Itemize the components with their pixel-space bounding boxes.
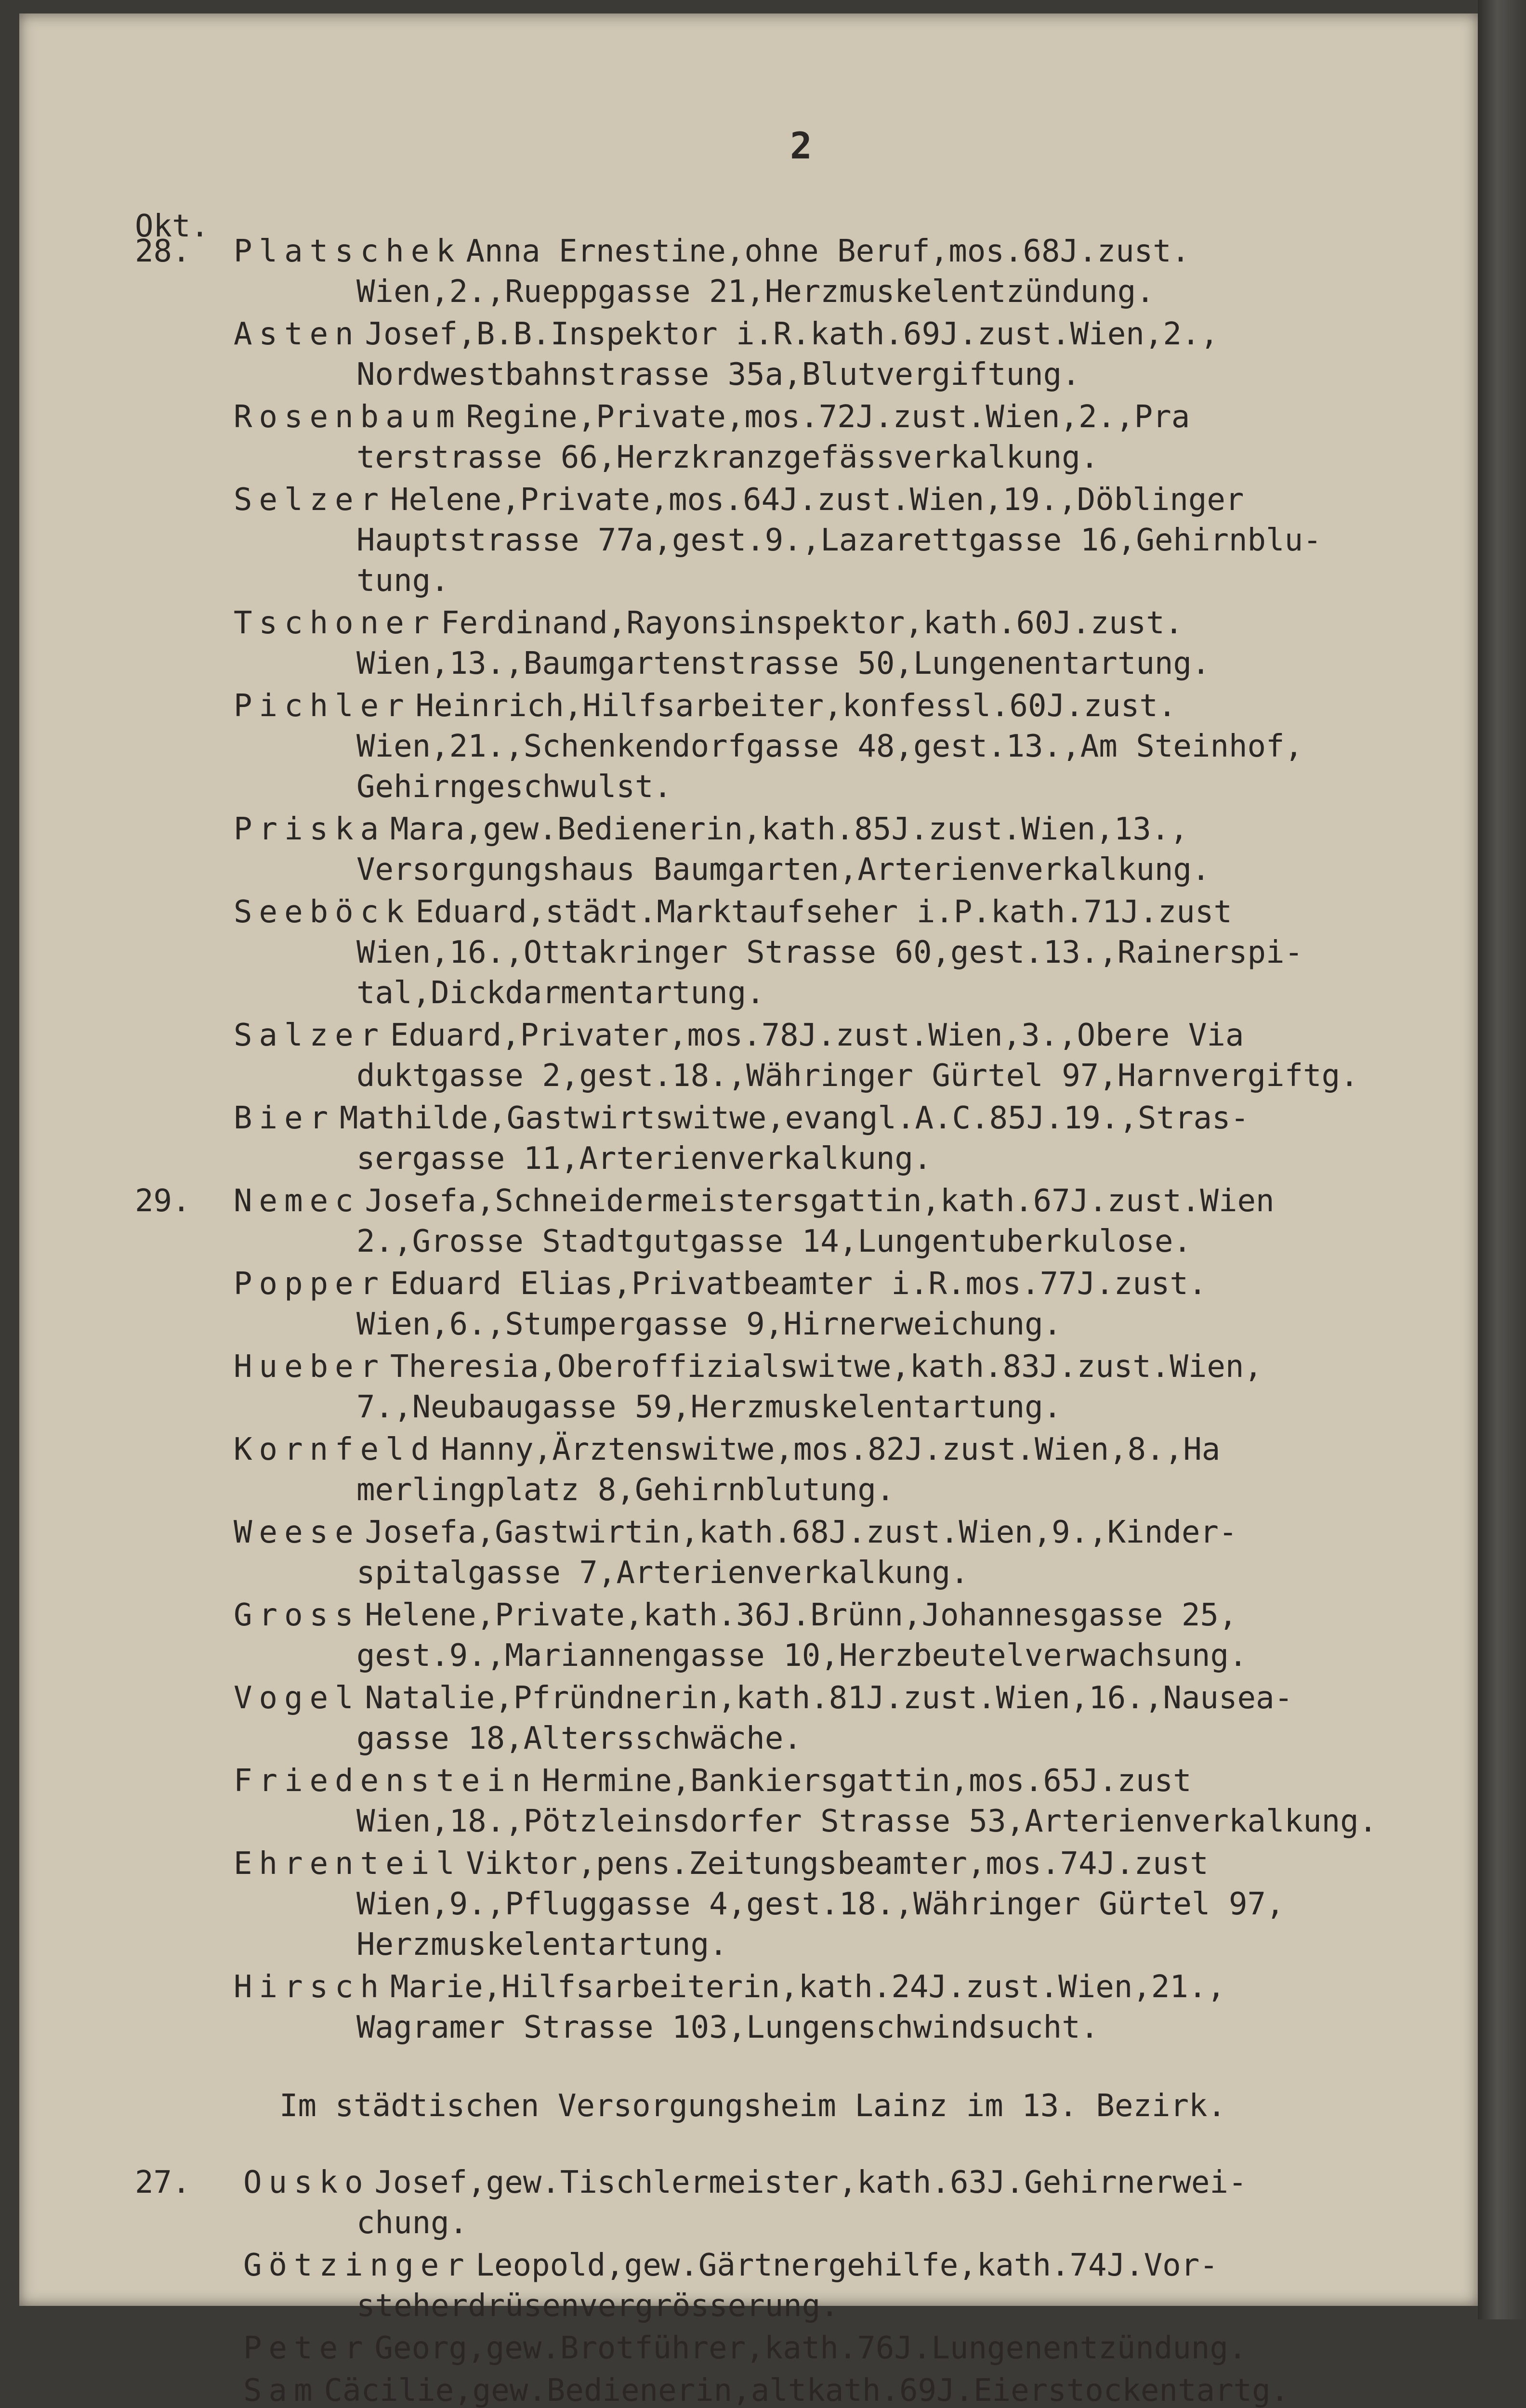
entry-surname: Ousko — [243, 2165, 370, 2200]
entry-line-1: Eduard,Privater,mos.78J.zust.Wien,3.,Obere Via — [390, 1018, 1244, 1053]
page-text — [19, 13, 1478, 2408]
entry-surname: Rosenbaum — [234, 399, 461, 435]
entry-line-2: gest.9.,Mariannengasse 10,Herzbeutelverwachsung. — [356, 1638, 1248, 1674]
entry-line-2: gasse 18,Altersschwäche. — [356, 1721, 802, 1756]
entry-line-1: Marie,Hilfsarbeiterin,kath.24J.zust.Wien,21., — [390, 1969, 1225, 2005]
entry-line-1: Josef,gew.Tischlermeister,kath.63J.Gehirnerwei- — [374, 2165, 1247, 2200]
entry-surname: Hueber — [234, 1349, 386, 1385]
entry-line-1: Ferdinand,Rayonsinspektor,kath.60J.zust. — [441, 605, 1184, 641]
entry-line-1: Eduard,städt.Marktaufseher i.P.kath.71J.zust — [415, 894, 1232, 930]
entry-surname: Peter — [243, 2330, 370, 2366]
entry-surname: Weese — [234, 1515, 360, 1550]
entry-line-2: Wien,21.,Schenkendorfgasse 48,gest.13.,Am Steinhof, — [356, 729, 1303, 764]
entry-surname: Pichler — [234, 688, 411, 724]
entry-line-3: Herzmuskelentartung. — [356, 1927, 728, 1963]
entry-line-1: Mathilde,Gastwirtswitwe,evangl.A.C.85J.19.,Stras- — [340, 1100, 1250, 1136]
entry-line-3: tal,Dickdarmentartung. — [356, 975, 765, 1011]
entry-line-2: 2.,Grosse Stadtgutgasse 14,Lungentuberkulose. — [356, 1224, 1192, 1259]
entry-line-2: Wien,18.,Pötzleinsdorfer Strasse 53,Arterienverkalkung. — [356, 1804, 1378, 1839]
entry-surname: Götzinger — [243, 2248, 471, 2283]
entry-line-1: Josefa,Gastwirtin,kath.68J.zust.Wien,9.,Kinder- — [365, 1515, 1237, 1550]
entry-date: 29. — [135, 1183, 191, 1219]
page-edge — [1478, 0, 1526, 2319]
entry-line-1: Cäcilie,gew.Bedienerin,altkath.69J.Eierstockentartg. — [324, 2373, 1289, 2408]
entry-line-1: Helene,Private,kath.36J.Brünn,Johannesgasse 25, — [365, 1597, 1237, 1633]
entry-line-1: Helene,Private,mos.64J.zust.Wien,19.,Döblinger — [390, 482, 1244, 518]
entry-line-3: tung. — [356, 563, 449, 599]
entry-date: 28. — [135, 234, 191, 269]
entry-surname: Vogel — [234, 1680, 360, 1716]
entry-line-2: terstrasse 66,Herzkranzgefässverkalkung. — [356, 440, 1099, 475]
entry-surname: Platschek — [234, 234, 461, 269]
entry-line-2: spitalgasse 7,Arterienverkalkung. — [356, 1555, 969, 1591]
entry-surname: Friedenstein — [234, 1763, 538, 1799]
section-heading: Im städtischen Versorgungsheim Lainz im 13. Bezirk. — [279, 2088, 1226, 2124]
entry-line-3: Gehirngeschwulst. — [356, 769, 672, 805]
entry-line-2: Hauptstrasse 77a,gest.9.,Lazarettgasse 16,Gehirnblu- — [356, 523, 1322, 558]
entry-line-1: Natalie,Pfründnerin,kath.81J.zust.Wien,16.,Nausea- — [365, 1680, 1293, 1716]
entry-surname: Asten — [234, 316, 360, 352]
entry-line-1: Hanny,Ärztenswitwe,mos.82J.zust.Wien,8.,Ha — [441, 1432, 1221, 1467]
entry-surname: Sam — [243, 2373, 319, 2408]
entry-line-1: Viktor,pens.Zeitungsbeamter,mos.74J.zust — [466, 1846, 1209, 1882]
entry-line-2: Wien,16.,Ottakringer Strasse 60,gest.13.,Rainerspi- — [356, 935, 1303, 970]
entry-surname: Priska — [234, 811, 386, 847]
entry-line-1: Leopold,gew.Gärtnergehilfe,kath.74J.Vor- — [475, 2248, 1218, 2283]
entry-line-1: Hermine,Bankiersgattin,mos.65J.zust — [542, 1763, 1192, 1799]
entry-line-2: Wien,6.,Stumpergasse 9,Hirnerweichung. — [356, 1307, 1062, 1342]
entry-surname: Bier — [234, 1100, 335, 1136]
entry-surname: Seeböck — [234, 894, 411, 930]
entry-surname: Popper — [234, 1266, 386, 1302]
entry-line-2: sergasse 11,Arterienverkalkung. — [356, 1141, 932, 1177]
entry-line-1: Regine,Private,mos.72J.zust.Wien,2.,Pra — [466, 399, 1190, 435]
month-label: Okt. — [135, 209, 210, 244]
entry-line-2: Wagramer Strasse 103,Lungenschwindsucht. — [356, 2010, 1099, 2045]
entry-surname: Nemec — [234, 1183, 360, 1219]
entry-line-2: merlingplatz 8,Gehirnblutung. — [356, 1472, 895, 1508]
entry-surname: Salzer — [234, 1018, 386, 1053]
entry-line-1: Mara,gew.Bedienerin,kath.85J.zust.Wien,13., — [390, 811, 1188, 847]
entry-line-2: Wien,2.,Rueppgasse 21,Herzmuskelentzündung. — [356, 274, 1155, 310]
document-page — [19, 13, 1478, 2408]
entry-line-1: Theresia,Oberoffizialswitwe,kath.83J.zust.Wien, — [390, 1349, 1263, 1385]
entry-line-2: Wien,13.,Baumgartenstrasse 50,Lungenentartung. — [356, 646, 1210, 681]
entry-surname: Ehrenteil — [234, 1846, 461, 1882]
entry-surname: Selzer — [234, 482, 386, 518]
entry-line-1: Anna Ernestine,ohne Beruf,mos.68J.zust. — [466, 234, 1190, 269]
entry-line-1: Georg,gew.Brotführer,kath.76J.Lungenentzündung. — [374, 2330, 1247, 2366]
entry-line-2: chung. — [356, 2205, 468, 2241]
entry-date: 27. — [135, 2165, 191, 2200]
entry-line-2: Wien,9.,Pfluggasse 4,gest.18.,Währinger Gürtel 97, — [356, 1886, 1285, 1922]
entry-line-2: duktgasse 2,gest.18.,Währinger Gürtel 97,Harnvergiftg. — [356, 1058, 1359, 1094]
page-number: 2 — [790, 124, 812, 167]
entry-surname: Kornfeld — [234, 1432, 436, 1467]
entry-line-2: 7.,Neubaugasse 59,Herzmuskelentartung. — [356, 1389, 1062, 1425]
entry-line-1: Josefa,Schneidermeistersgattin,kath.67J.zust.Wien — [365, 1183, 1275, 1219]
entry-line-1: Josef,B.B.Inspektor i.R.kath.69J.zust.Wien,2., — [365, 316, 1219, 352]
entry-line-2: Nordwestbahnstrasse 35a,Blutvergiftung. — [356, 357, 1080, 393]
entry-surname: Gross — [234, 1597, 360, 1633]
entry-line-1: Heinrich,Hilfsarbeiter,konfessl.60J.zust. — [415, 688, 1177, 724]
entry-line-2: steherdrüsenvergrösserung. — [356, 2288, 839, 2324]
entry-line-2: Versorgungshaus Baumgarten,Arterienverkalkung. — [356, 852, 1210, 888]
entry-surname: Hirsch — [234, 1969, 386, 2005]
entry-line-1: Eduard Elias,Privatbeamter i.R.mos.77J.zust. — [390, 1266, 1207, 1302]
entry-surname: Tschoner — [234, 605, 436, 641]
